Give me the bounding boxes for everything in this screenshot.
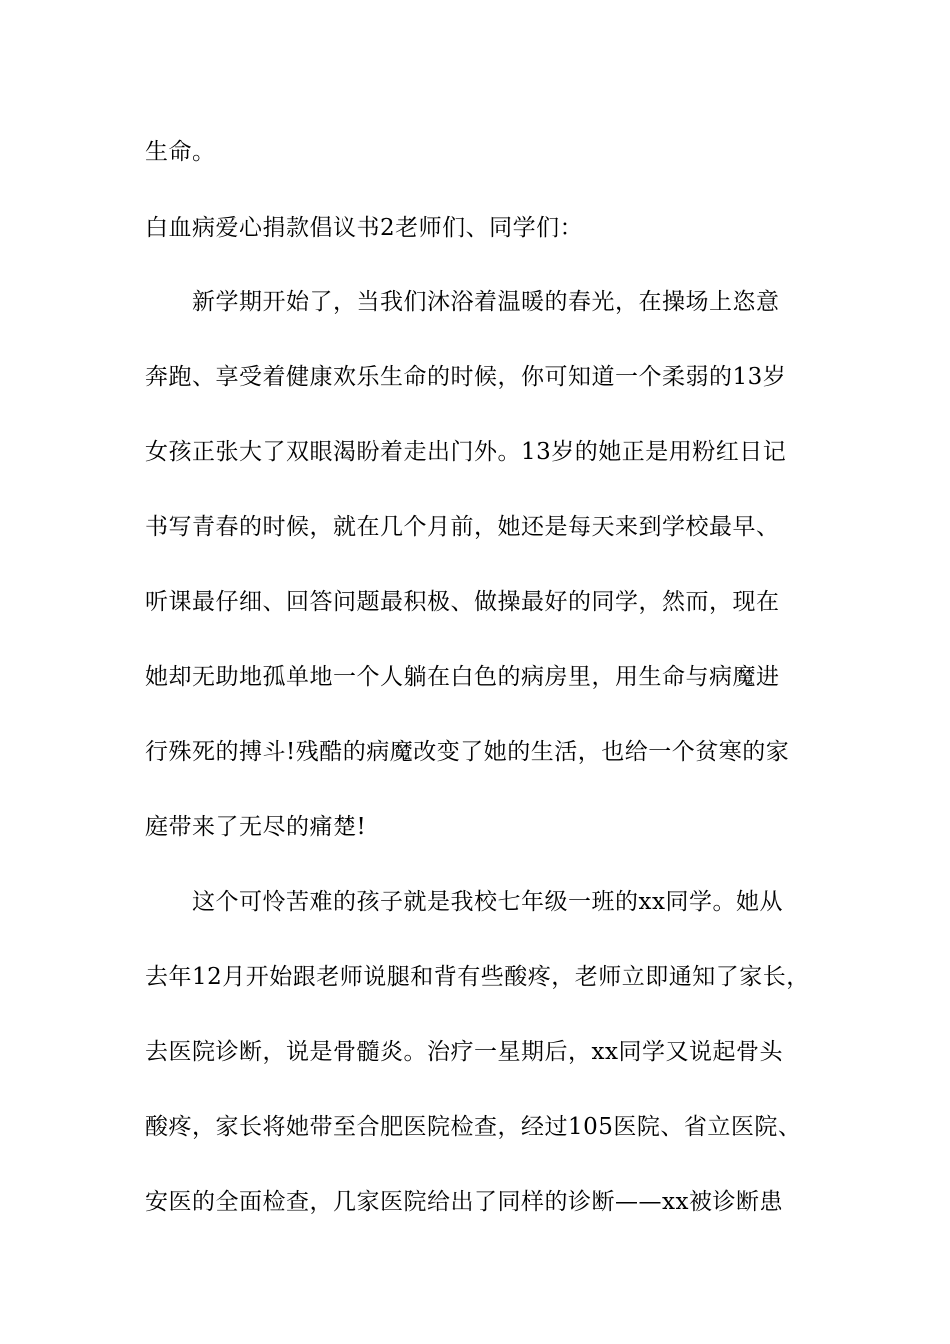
text-line-4: 奔跑、享受着健康欢乐生命的时候，你可知道一个柔弱的13岁 xyxy=(145,364,787,390)
text-line-15: 安医的全面检查，几家医院给出了同样的诊断——xx被诊断患 xyxy=(145,1189,783,1215)
text-line-10: 庭带来了无尽的痛楚! xyxy=(145,814,367,840)
text-line-2: 白血病爱心捐款倡议书2老师们、同学们： xyxy=(145,215,584,241)
text-line-5: 女孩正张大了双眼渴盼着走出门外。13岁的她正是用粉红日记 xyxy=(145,439,787,465)
text-line-1: 生命。 xyxy=(145,139,216,165)
text-line-14: 酸疼，家长将她带至合肥医院检查，经过105医院、省立医院、 xyxy=(145,1114,802,1140)
text-line-11: 这个可怜苦难的孩子就是我校七年级一班的xx同学。她从 xyxy=(192,889,783,915)
text-line-12: 去年12月开始跟老师说腿和背有些酸疼，老师立即通知了家长， xyxy=(145,964,810,990)
text-line-3: 新学期开始了，当我们沐浴着温暖的春光，在操场上恣意 xyxy=(192,289,780,315)
text-line-13: 去医院诊断，说是骨髓炎。治疗一星期后，xx同学又说起骨头 xyxy=(145,1039,783,1065)
text-line-6: 书写青春的时候，就在几个月前，她还是每天来到学校最早、 xyxy=(145,514,780,540)
text-line-9: 行殊死的搏斗!残酷的病魔改变了她的生活，也给一个贫寒的家 xyxy=(145,739,790,765)
text-line-7: 听课最仔细、回答问题最积极、做操最好的同学，然而，现在 xyxy=(145,589,780,615)
text-line-8: 她却无助地孤单地一个人躺在白色的病房里，用生命与病魔进 xyxy=(145,664,780,690)
